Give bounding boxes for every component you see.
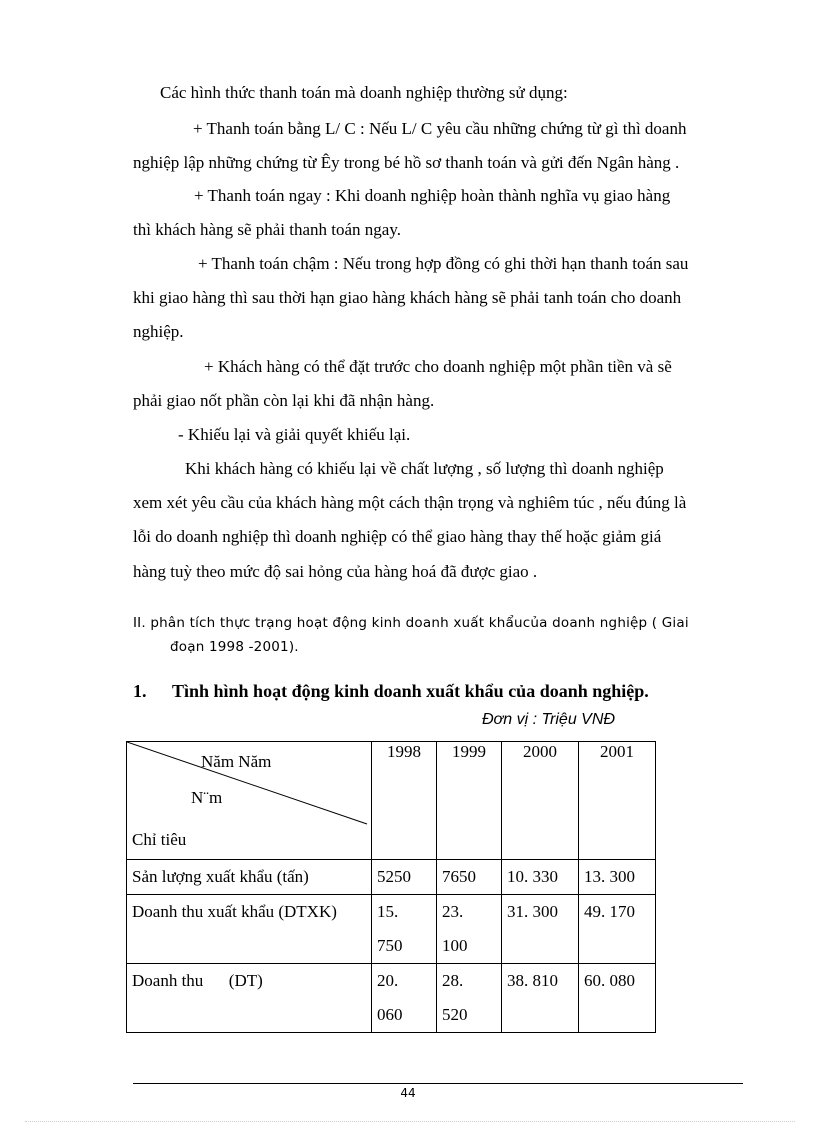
table-cell: 15. 750 <box>372 895 437 964</box>
year-header: 2001 <box>579 742 656 860</box>
heading-title: Tình hình hoạt động kinh doanh xuất khẩu của doanh nghiệp. <box>172 681 649 701</box>
text-line: nghiệp lập những chứng từ Êy trong bé hồ sơ thanh toán và gửi đến Ngân hàng . <box>133 153 680 172</box>
footer-divider <box>133 1083 743 1084</box>
table-cell: 5250 <box>372 860 437 895</box>
header-top-label: Năm Năm <box>201 752 272 771</box>
header-bottom-label: Chỉ tiêu <box>132 830 187 849</box>
table-cell: 60. 080 <box>579 964 656 1033</box>
table-cell: 13. 300 <box>579 860 656 895</box>
table-cell: 23. 100 <box>437 895 502 964</box>
section-title-line: II. phân tích thực trạng hoạt động kinh doanh xuất khẩucủa doanh nghiệp ( Giai <box>133 615 689 631</box>
row-label: Doanh thu (DT) <box>127 964 372 1033</box>
row-label: Sản lượng xuất khẩu (tấn) <box>127 860 372 895</box>
year-header: 2000 <box>502 742 579 860</box>
table-cell: 20. 060 <box>372 964 437 1033</box>
table-cell: 49. 170 <box>579 895 656 964</box>
text-line: + Thanh toán bằng L/ C : Nếu L/ C yêu cầu những chứng từ gì thì doanh <box>193 119 687 138</box>
section-title-line: đoạn 1998 -2001). <box>170 639 299 655</box>
export-data-table <box>126 741 656 1033</box>
text-line: thì khách hàng sẽ phải thanh toán ngay. <box>133 220 401 239</box>
table-row <box>127 895 656 964</box>
row-label: Doanh thu xuất khẩu (DTXK) <box>127 895 372 964</box>
page-edge-rule <box>25 1121 795 1122</box>
table-cell: 10. 330 <box>502 860 579 895</box>
text-line: xem xét yêu cầu của khách hàng một cách thận trọng và nghiêm túc , nếu đúng là <box>133 493 687 512</box>
header-mid-label: N¨m <box>191 788 223 807</box>
table-cell: 38. 810 <box>502 964 579 1033</box>
table-row <box>127 860 656 895</box>
text-line: + Thanh toán chậm : Nếu trong hợp đồng có ghi thời hạn thanh toán sau <box>198 254 689 273</box>
text-line: - Khiếu lại và giải quyết khiếu lại. <box>178 425 411 444</box>
text-line: Khi khách hàng có khiếu lại về chất lượng , số lượng thì doanh nghiệp <box>185 459 664 478</box>
text-line: phải giao nốt phần còn lại khi đã nhận hàng. <box>133 391 435 410</box>
text-line: khi giao hàng thì sau thời hạn giao hàng khách hàng sẽ phải tanh toán cho doanh <box>133 288 682 307</box>
text-line: nghiệp. <box>133 322 184 341</box>
unit-label: Đơn vị : Triệu VNĐ <box>482 711 615 728</box>
page-number: 44 <box>400 1086 416 1100</box>
heading-number: 1. <box>133 681 147 701</box>
text-line: lỗi do doanh nghiệp thì doanh nghiệp có thể giao hàng thay thế hoặc giảm giá <box>133 527 662 546</box>
diagonal-header-cell <box>127 742 372 860</box>
table-cell: 7650 <box>437 860 502 895</box>
text-line: + Thanh toán ngay : Khi doanh nghiệp hoàn thành nghĩa vụ giao hàng <box>194 186 671 205</box>
table-cell: 28. 520 <box>437 964 502 1033</box>
text-line: Các hình thức thanh toán mà doanh nghiệp thường sử dụng: <box>160 83 568 102</box>
year-header: 1999 <box>437 742 502 860</box>
table-header-row <box>127 742 656 860</box>
text-line: hàng tuỳ theo mức độ sai hỏng của hàng hoá đã được giao . <box>133 562 538 581</box>
table-cell: 31. 300 <box>502 895 579 964</box>
year-header: 1998 <box>372 742 437 860</box>
table-row <box>127 964 656 1033</box>
text-line: + Khách hàng có thể đặt trước cho doanh nghiệp một phần tiền và sẽ <box>204 357 672 376</box>
